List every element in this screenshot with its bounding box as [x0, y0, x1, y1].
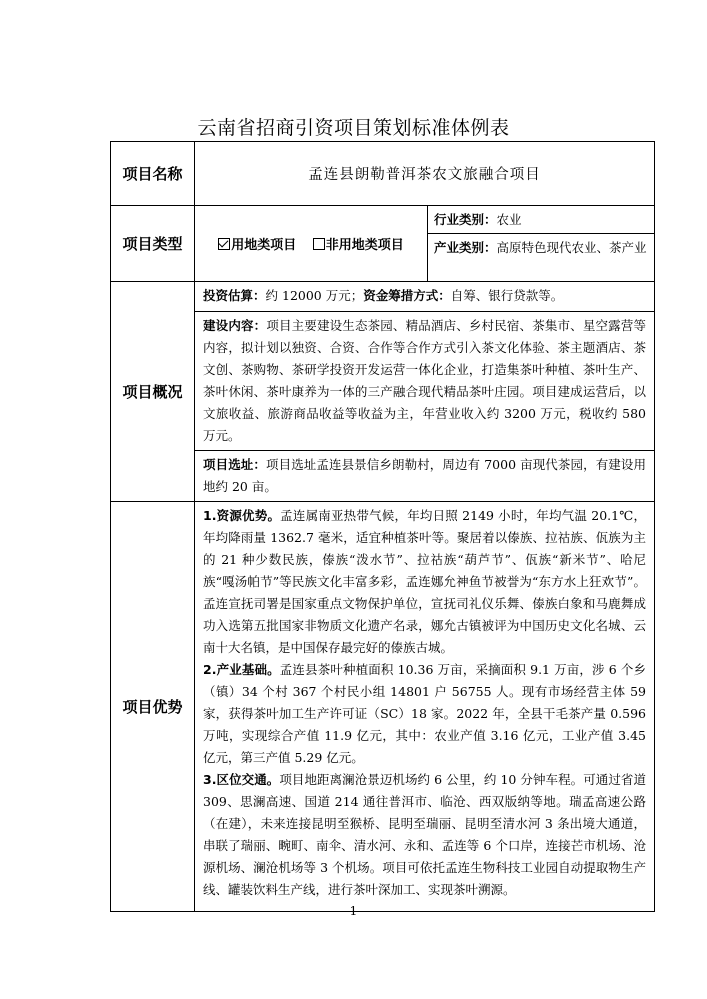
overview-label: 项目概况: [111, 282, 195, 502]
advantage-item: [203, 505, 646, 659]
project-type-options: [195, 206, 428, 282]
sector-category-value: 高原特色现代农业、茶产业: [496, 240, 647, 255]
funding-value: 自筹、银行贷款等。: [450, 288, 564, 303]
advantage-heading: 3.区位交通。: [203, 772, 280, 787]
advantage-heading: 2.产业基础。: [203, 662, 280, 677]
advantage-text: 项目地距离澜沧景迈机场约 6 公里，约 10 分钟车程。可通过省道 309、思澜高速、国道 214 通往普洱市、临沧、西双版纳等地。瑞孟高速公路（在建），未来连接昆明至猴桥、昆明至瑞丽、昆明至清水河 3 条出境大通道，串联了瑞丽、畹町、南伞、清水河、永和、孟连等 6 个口岸，连接芒市机场、沧源机场、澜沧机场等 3 个机场。项目可依托孟连生物科技工业园自动提取物生产线、罐装饮料生产线，进行茶叶深加工、实现茶叶溯源。: [203, 772, 646, 897]
advantage-item: [203, 659, 646, 769]
sector-category-cell: [428, 234, 655, 282]
row-advantages: [111, 502, 655, 912]
advantage-heading: 1.资源优势。: [203, 508, 281, 523]
row-project-type: [111, 206, 655, 234]
site-value: 项目选址孟连县景信乡朗勒村，周边有 7000 亩现代茶园，有建设用地约 20 亩。: [203, 457, 646, 494]
investment-label: 投资估算：: [203, 288, 266, 303]
document-title: 云南省招商引资项目策划标准体例表: [197, 117, 510, 139]
sector-category-label: 产业类别：: [434, 240, 497, 255]
advantage-text: 孟连属南亚热带气候，年均日照 2149 小时，年均气温 20.1℃，年均降雨量 1362.7 毫米，适宜种植茶叶等。聚居着以傣族、拉祜族、佤族为主的 21 种少数民族，傣族“泼水节”、拉祜族“葫芦节”、佤族“新米节”、哈尼族“嘎汤帕节”等民族文化丰富多彩，孟连娜允神鱼节被誉为“东方水上狂欢节”。孟连宣抚司署是国家重点文物保护单位，宣抚司礼仪乐舞、傣族白象和马鹿舞成功入选第五批国家非物质文化遗产名录，娜允古镇被评为中国历史文化名城、云南十大名镇，是中国保存最完好的傣族古城。: [203, 508, 646, 655]
construction-value: 项目主要建设生态茶园、精品酒店、乡村民宿、茶集市、星空露营等内容，拟计划以独资、合资、合作等合作方式引入茶文化体验、茶主题酒店、茶文创、茶购物、茶研学投资开发运营一体化企业，打造集茶叶种植、茶叶生产、茶叶休闲、茶叶康养为一体的三产融合现代精品茶叶庄园。项目建成运营后，以文旅收益、旅游商品收益等收益为主，年营业收入约 3200 万元，税收约 580 万元。: [203, 318, 646, 443]
investment-cell: [195, 282, 655, 312]
option-nonland-label: 非用地类项目: [325, 238, 404, 253]
construction-cell: [195, 312, 655, 451]
row-investment: [111, 282, 655, 312]
advantage-text: 孟连县茶叶种植面积 10.36 万亩，采摘面积 9.1 万亩，涉 6 个乡（镇）34 个村 367 个村民小组 14801 户 56755 人。现有市场经营主体 59 家，获得茶叶加工生产许可证（SC）18 家。2022 年，全县干毛茶产量 0.596 万吨，实现综合产值 11.9 亿元，其中：农业产值 3.16 亿元，工业产值 3.45 亿元，第三产值 5.29 亿元。: [203, 662, 646, 765]
site-label: 项目选址：: [203, 457, 266, 472]
funding-label: 资金筹措方式：: [363, 288, 451, 303]
advantage-item: [203, 769, 646, 901]
site-cell: [195, 451, 655, 502]
project-name-value: 孟连县朗勒普洱茶农文旅融合项目: [195, 142, 655, 206]
advantages-cell: [195, 502, 655, 912]
project-type-label: 项目类型: [111, 206, 195, 282]
investment-value: 约 12000 万元；: [265, 288, 364, 303]
industry-category-cell: [428, 206, 655, 234]
project-name-label: 项目名称: [111, 142, 195, 206]
industry-category-label: 行业类别：: [434, 212, 497, 227]
row-project-name: [111, 142, 655, 206]
unchecked-checkbox-icon[interactable]: [313, 238, 325, 250]
option-nonland[interactable]: [313, 238, 404, 253]
option-land[interactable]: [218, 238, 296, 253]
option-land-label: 用地类项目: [231, 238, 297, 253]
advantages-label: 项目优势: [111, 502, 195, 912]
construction-label: 建设内容：: [203, 318, 267, 333]
page-number: 1: [349, 904, 358, 918]
checked-checkbox-icon[interactable]: [218, 238, 230, 250]
industry-category-value: 农业: [496, 212, 522, 227]
project-table: [110, 141, 655, 912]
